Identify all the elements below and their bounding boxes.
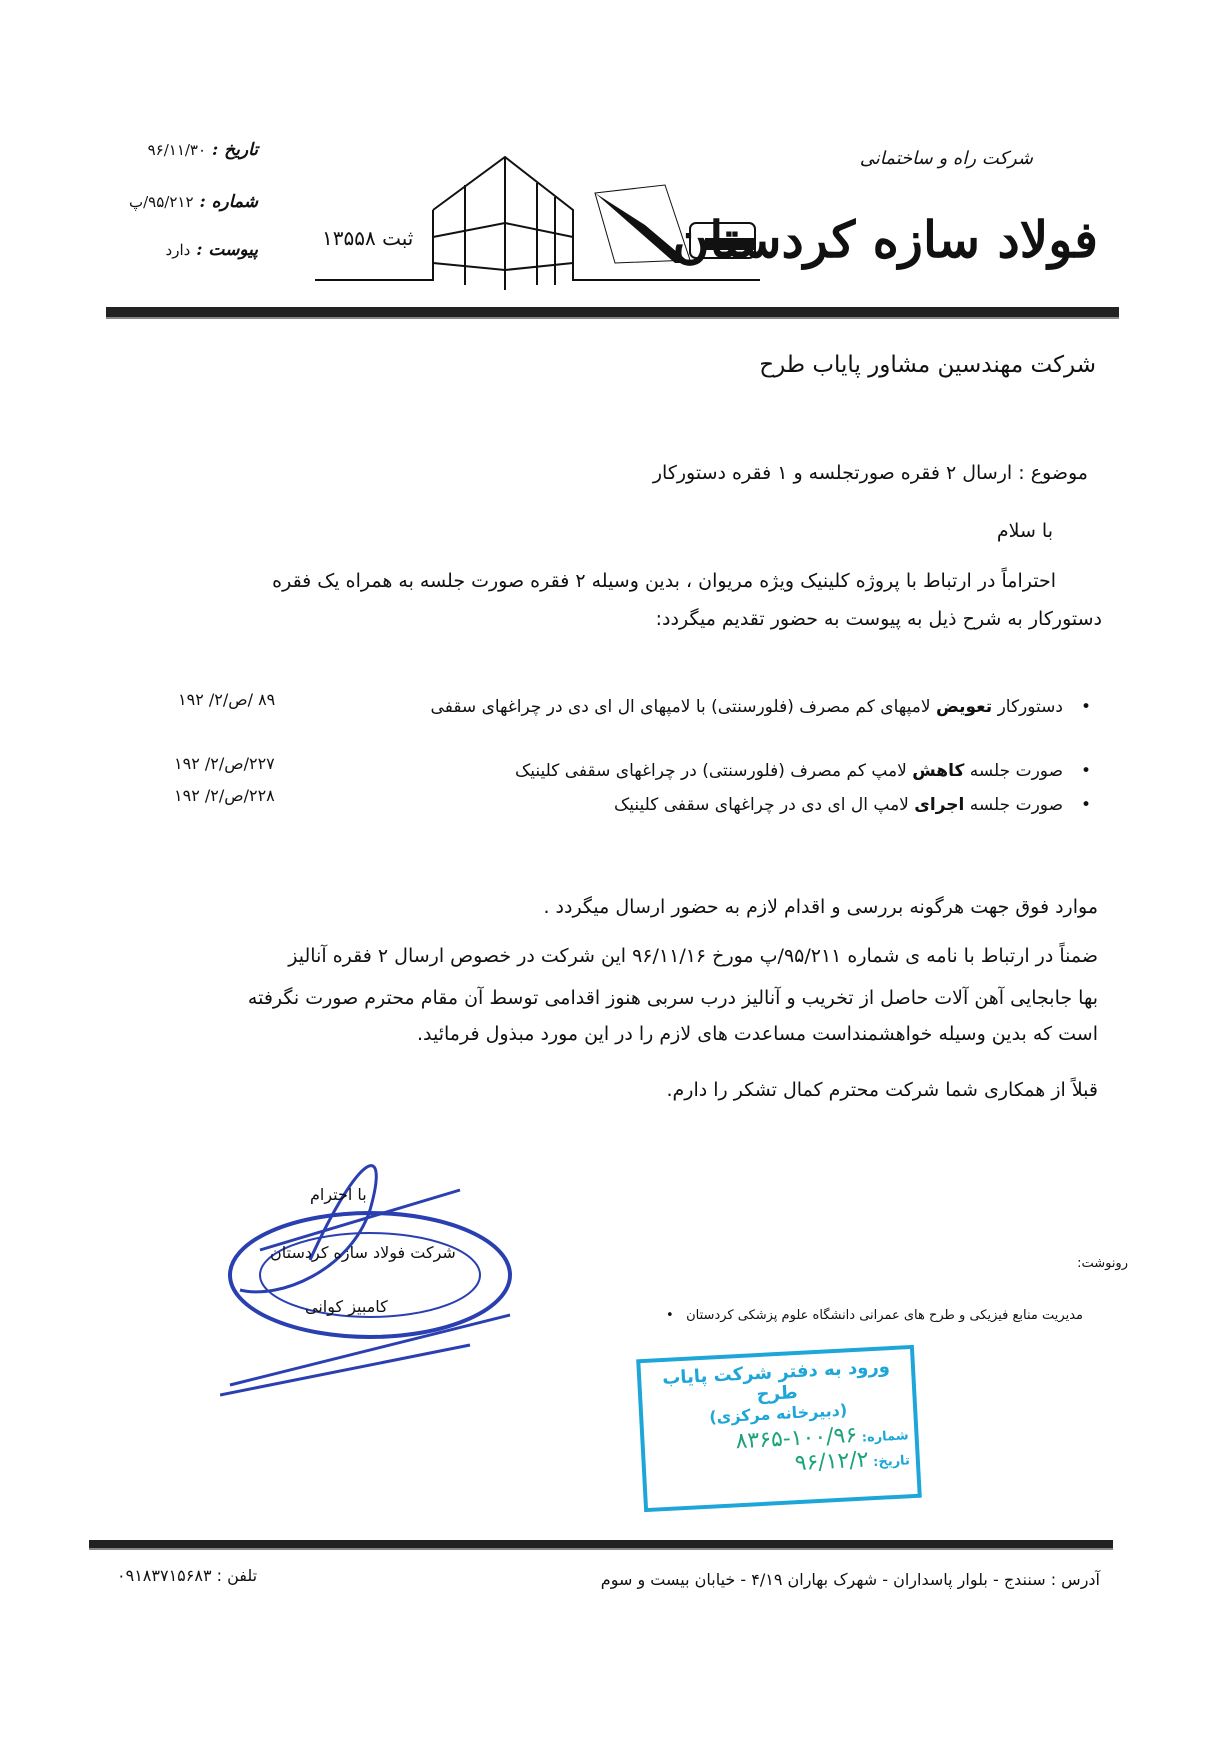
attachment-value: دارد xyxy=(165,241,191,259)
stamp-date-label: تاریخ: xyxy=(872,1453,911,1471)
cc-label: رونوشت: xyxy=(1077,1256,1128,1271)
list-item: • دستورکار تعویض لامپهای کم مصرف (فلورسنتی) با لامپهای ال ای دی در چراغهای سقفی xyxy=(431,697,1063,717)
item-reference: ۲۲۸/ص/۲/ ۱۹۲ xyxy=(174,786,275,805)
greeting: با سلام xyxy=(996,520,1053,542)
signature-company: شرکت فولاد سازه کردستان xyxy=(270,1243,456,1262)
subject-line xyxy=(653,462,1088,484)
signature-seal xyxy=(220,1150,530,1400)
paragraph-3-line-1: ضمناً در ارتباط با نامه ی شماره ۹۵/۲۱۱/پ مورخ ۹۶/۱۱/۱۶ این شرکت در خصوص ارسال ۲ فقره آنالیز xyxy=(288,945,1098,967)
intro-line-2: دستورکار به شرح ذیل به پیوست به حضور تقدیم میگردد: xyxy=(655,608,1102,630)
date-field xyxy=(108,140,258,160)
footer-address: آدرس : سنندج - بلوار پاسداران - شهرک بهاران ۴/۱۹ - خیابان بیست و سوم xyxy=(600,1570,1100,1589)
stamp-date-value: ۹۶/۱۲/۲ xyxy=(794,1447,870,1477)
signature-greeting: با احترام xyxy=(310,1185,367,1204)
signature-name: کامبیز کوانی xyxy=(305,1297,388,1316)
attachment-label: پیوست : xyxy=(196,240,258,260)
number-field xyxy=(108,192,258,212)
received-stamp xyxy=(636,1345,922,1512)
attachment-field xyxy=(108,240,258,260)
stamp-number-label: شماره: xyxy=(861,1428,909,1446)
cc-item: مدیریت منابع فیزیکی و طرح های عمرانی دانشگاه علوم پزشکی کردستان • xyxy=(666,1308,1083,1323)
list-item: • صورت جلسه کاهش لامپ کم مصرف (فلورسنتی) در چراغهای سقفی کلینیک xyxy=(515,761,1063,781)
footer-divider xyxy=(89,1540,1113,1550)
date-label: تاریخ : xyxy=(211,140,258,160)
paragraph-3-line-2: بها جابجایی آهن آلات حاصل از تخریب و آنالیز درب سربی هنوز اقدامی توسط آن مقام محترم صورت نگرفته xyxy=(247,987,1098,1009)
intro-line-1: احتراماً در ارتباط با پروژه کلینیک ویژه مریوان ، بدین وسیله ۲ فقره صورت جلسه به همراه یک فقره xyxy=(272,570,1056,592)
company-subtitle: شرکت راه و ساختمانی xyxy=(859,148,1033,169)
paragraph-2: موارد فوق جهت هرگونه بررسی و اقدام لازم به حضور ارسال میگردد . xyxy=(543,896,1098,918)
stamp-title: ورود به دفتر شرکت پایاب طرح xyxy=(661,1356,891,1406)
closing: قبلاً از همکاری شما شرکت محترم کمال تشکر را دارم. xyxy=(666,1079,1098,1101)
date-value: ۹۶/۱۱/۳۰ xyxy=(147,141,207,159)
number-label: شماره : xyxy=(199,192,258,212)
stamp-subtitle: (دبیرخانه مرکزی) xyxy=(708,1400,848,1427)
item-reference: ۲۲۷/ص/۲/ ۱۹۲ xyxy=(174,754,275,773)
footer-phone: تلفن : ۰۹۱۸۳۷۱۵۶۸۳ xyxy=(117,1566,258,1585)
subject-text: ارسال ۲ فقره صورتجلسه و ۱ فقره دستورکار xyxy=(652,462,1013,484)
item-reference: ۸۹ /ص/۲/ ۱۹۲ xyxy=(178,690,276,709)
header-divider xyxy=(106,307,1119,319)
company-name: فولاد سازه کردستان xyxy=(672,210,1098,269)
paragraph-3-line-3: است که بدین وسیله خواهشمنداست مساعدت های لازم را در این مورد مبذول فرمائید. xyxy=(416,1023,1098,1045)
stamp-number-value: ۱۰۰/۹۶-۸۳۶۵ xyxy=(734,1422,858,1455)
number-value: ۹۵/۲۱۲/پ xyxy=(128,193,194,211)
list-item: • صورت جلسه اجرای لامپ ال ای دی در چراغهای سقفی کلینیک xyxy=(614,795,1063,815)
recipient: شرکت مهندسین مشاور پایاب طرح xyxy=(759,352,1096,378)
subject-label: موضوع : xyxy=(1018,462,1088,484)
registration-number: ثبت ۱۳۵۵۸ xyxy=(322,226,414,250)
